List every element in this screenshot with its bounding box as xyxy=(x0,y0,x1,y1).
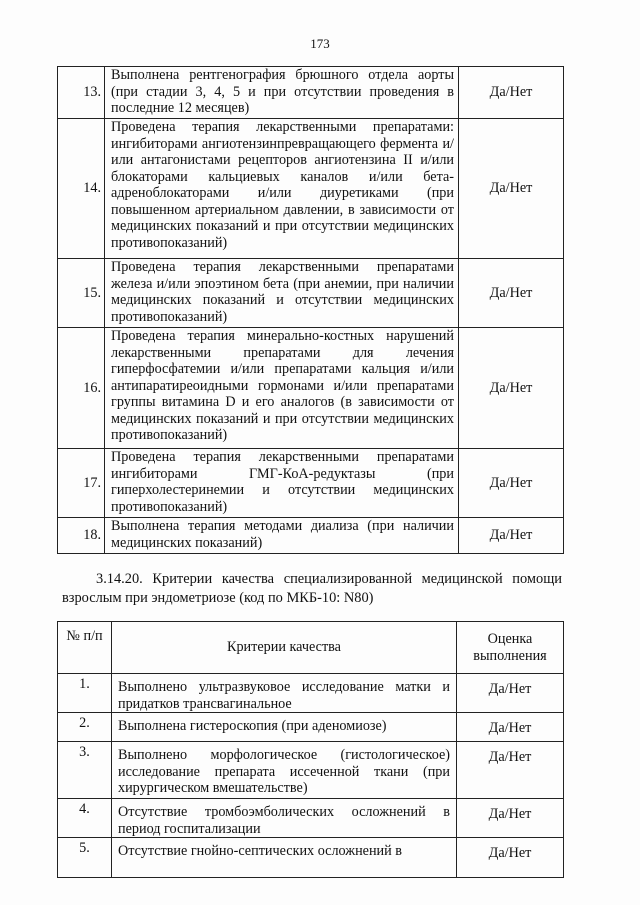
table-row xyxy=(58,259,564,328)
column-header-number: № п/п xyxy=(58,622,112,674)
criterion-text: Проведена терапия лекарственными препаратами ингибиторами ГМГ-КоА-редуктазы (при гиперхолестеринемии и отсутствии медицинских противопоказаний) xyxy=(105,449,459,518)
table-row xyxy=(58,713,564,742)
criterion-text: Отсутствие гнойно-септических осложнений в xyxy=(112,838,457,878)
assessment-value: Да/Нет xyxy=(457,674,564,713)
table-row xyxy=(58,674,564,713)
criterion-text: Проведена терапия лекарственными препаратами железа и/или эпоэтином бета (при анемии, при наличии медицинских показаний и отсутствии медицинских противопоказаний) xyxy=(105,259,459,328)
table-row xyxy=(58,328,564,449)
criteria-table-continued xyxy=(57,66,564,554)
row-number: 16. xyxy=(58,328,105,449)
criterion-text: Выполнена рентгенография брюшного отдела аорты (при стадии 3, 4, 5 и при отсутствии проведения в последние 12 месяцев) xyxy=(105,67,459,119)
section-heading: 3.14.20. Критерии качества специализированной медицинской помощи взрослым при эндометриозе (код по МКБ-10: N80) xyxy=(62,571,562,606)
criterion-text: Выполнена гистероскопия (при аденомиозе) xyxy=(112,713,457,742)
assessment-value: Да/Нет xyxy=(457,742,564,799)
row-number: 15. xyxy=(58,259,105,328)
assessment-value: Да/Нет xyxy=(459,259,564,328)
table-row xyxy=(58,799,564,838)
row-number: 3. xyxy=(58,742,112,799)
criterion-text: Выполнено ультразвуковое исследование матки и придатков трансвагинальное xyxy=(112,674,457,713)
table-row xyxy=(58,67,564,119)
table-row xyxy=(58,449,564,518)
table-header-row xyxy=(58,622,564,674)
row-number: 4. xyxy=(58,799,112,838)
criterion-text: Выполнено морфологическое (гистологическое) исследование препарата иссеченной ткани (при хирургическом вмешательстве) xyxy=(112,742,457,799)
criterion-text: Выполнена терапия методами диализа (при наличии медицинских показаний) xyxy=(105,518,459,554)
column-header-criteria: Критерии качества xyxy=(112,622,457,674)
row-number: 17. xyxy=(58,449,105,518)
table-row xyxy=(58,742,564,799)
row-number: 14. xyxy=(58,119,105,259)
row-number: 2. xyxy=(58,713,112,742)
table-row xyxy=(58,518,564,554)
row-number: 18. xyxy=(58,518,105,554)
assessment-value: Да/Нет xyxy=(457,799,564,838)
column-header-score: Оценка выполнения xyxy=(457,622,564,674)
criterion-text: Проведена терапия лекарственными препаратами: ингибиторами ангиотензинпревращающего фермента и/или антагонистами рецепторов ангиотензина II и/или блокаторами кальциевых каналов и/или бета-адреноблокаторами и/или диуретиками (при повышенном артериальном давлении, в зависимости от медицинских показаний и при отсутствии медицинских противопоказаний) xyxy=(105,119,459,259)
criterion-text: Отсутствие тромбоэмболических осложнений в период госпитализации xyxy=(112,799,457,838)
assessment-value: Да/Нет xyxy=(459,119,564,259)
endometriosis-criteria-table xyxy=(57,621,564,878)
assessment-value: Да/Нет xyxy=(459,67,564,119)
page-number: 173 xyxy=(310,36,330,51)
criterion-text: Проведена терапия минерально-костных нарушений лекарственными препаратами для лечения гиперфосфатемии и/или препаратами кальция и/или антипаратиреоидными гормонами и/или препаратами группы витамина D и его аналогов (в зависимости от медицинских показаний и при отсутствии медицинских противопоказаний) xyxy=(105,328,459,449)
assessment-value: Да/Нет xyxy=(459,518,564,554)
row-number: 5. xyxy=(58,838,112,878)
table-row xyxy=(58,119,564,259)
row-number: 13. xyxy=(58,67,105,119)
assessment-value: Да/Нет xyxy=(459,328,564,449)
table-row xyxy=(58,838,564,878)
row-number: 1. xyxy=(58,674,112,713)
assessment-value: Да/Нет xyxy=(459,449,564,518)
assessment-value: Да/Нет xyxy=(457,713,564,742)
assessment-value: Да/Нет xyxy=(457,838,564,878)
